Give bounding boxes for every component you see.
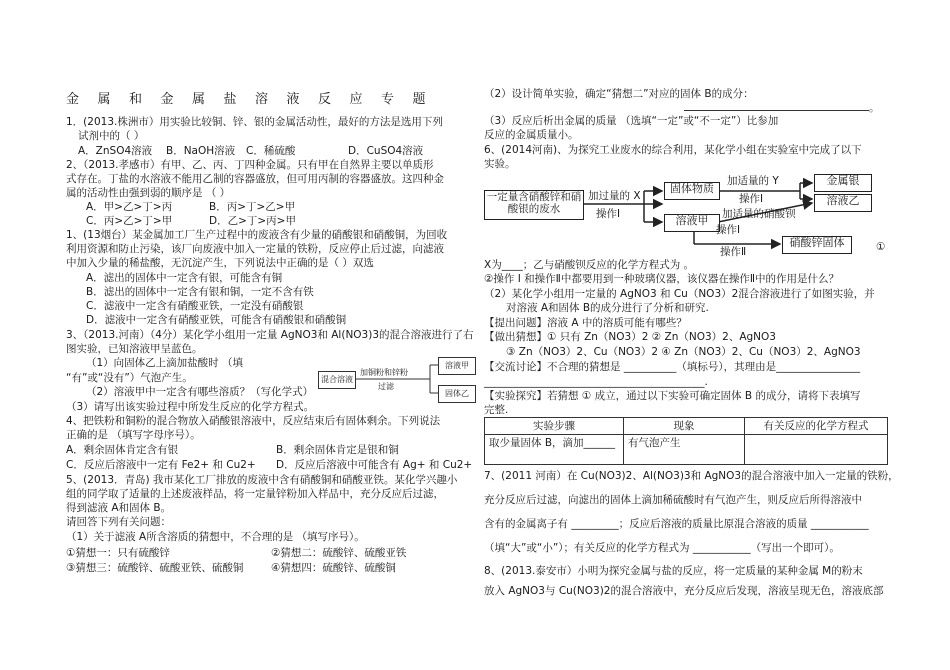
q4-solid-b-box: 固体乙 — [438, 385, 476, 403]
q5-opt-b: B．剩余固体肯定是银和铜 — [276, 444, 399, 456]
q1-opt-d: D．CuSO4溶液 — [348, 145, 424, 157]
q6-line-4: 请回答下列有关问题： — [66, 516, 171, 528]
q1-opt-c: C．稀硫酸 — [246, 145, 296, 157]
r-line-11: 【做出猜想】① 只有 Zn（NO3）2 ② Zn（NO3）2、AgNO3 — [484, 331, 776, 343]
q2-opt-c: C．丙>乙>丁>甲 — [86, 215, 173, 227]
table-header-phenomenon: 现象 — [624, 418, 745, 435]
table-cell-step[interactable]: 取少量固体 B，滴加______ — [485, 435, 624, 465]
r-line-9: 对溶液 A和固体 B的成分进行了分析和研究. — [506, 302, 709, 314]
r-line-7: ②操作 Ⅰ 和操作Ⅱ中都要用到一种玻璃仪器，该仪器在操作Ⅱ中的作用是什么？ — [484, 273, 840, 285]
table-row — [485, 435, 888, 465]
q3-opt-c: C．滤液中一定含有硝酸亚铁，一定没有硝酸银 — [86, 300, 304, 312]
r-line-15: 【实验探究】若猜想 ① 成立，通过以下实验可确定固体 B 的成分，请将下表填写 — [484, 390, 861, 402]
q6-line-3: 得到滤液 A和固体 B。 — [66, 502, 172, 514]
q4-line-6: （3）请写出该实验过程中所发生反应的化学方程式。 — [66, 401, 315, 413]
q3-line-2: 利用资源和防止污染，该厂向废液中加入一定量的铁粉，反应停止后过滤，向滤液 — [66, 243, 444, 255]
r-line-8: （2）某化学小组用一定量的 AgNO3 和 Cu（NO3）2混合溶液进行了如图实验，并 — [484, 288, 875, 300]
q6-line-2: 组的同学取了适量的上述废液样品，将一定量锌粉加入样品中，充分反应后过滤， — [66, 488, 444, 500]
r-line-12: ③ Zn（NO3）2、Cu（NO3）2 ④ Zn（NO3）2、Cu（NO3）2、AgNO3 — [506, 346, 861, 358]
add-barium-nitrate-label: 加适量的硝酸钡 — [722, 208, 796, 220]
add-y-label: 加适量的 Y — [727, 175, 779, 187]
r-line-10: 【提出问题】溶液 A 中的溶质可能有哪些？ — [484, 317, 687, 329]
q6-guess-4: ④猜想四：硫酸锌、硫酸铜 — [271, 562, 396, 574]
answer-blank[interactable] — [684, 100, 869, 111]
q1-opt-a: A．ZnSO4溶液 — [78, 145, 153, 157]
q4-mixed-solution-box: 混合溶液 — [318, 371, 356, 389]
r-line-13: 【交流讨论】不合理的猜想是 __________（填标号），其理由是________________ — [484, 361, 861, 373]
q2-line-1: 2、（2013.孝感市）有甲、乙、丙、丁四种金属。只有甲在自然界主要以单质形 — [66, 159, 434, 171]
q7-line-4: （填“大”或“小”）；有关反应的化学方程式为 ___________（写出一个即可）。 — [484, 542, 840, 554]
q1-stem: 1．(2013.株洲市）用实验比较铜、锌、银的金属活动性，最好的方法是选用下列 — [66, 116, 443, 128]
table-header-row — [485, 418, 888, 435]
wastewater-box: 一定量含硝酸锌和硝酸银的废水 — [484, 190, 584, 220]
q7-line-2: 充分反应后过滤，向滤出的固体上滴加稀硫酸时有气泡产生，则反应后所得溶液中 — [484, 494, 862, 506]
solid-matter-box: 固体物质 — [664, 182, 720, 200]
q4-line-5: （2）溶液甲中一定含有哪些溶质？（写化学式） — [86, 386, 314, 398]
q3-line-3: 中加入少量的稀盐酸，无沉淀产生，下列说法中正确的是（ ）双选 — [66, 257, 374, 269]
q2-line-3: 属的活动性由强到弱的顺序是 （ ） — [66, 187, 231, 199]
q3-opt-d: D．滤液中一定含有硝酸亚铁，可能含有硝酸银和硝酸铜 — [86, 314, 347, 326]
table-cell-equation[interactable] — [745, 435, 888, 465]
operation-1b-label: 操作Ⅰ — [739, 193, 764, 205]
q6-guess-3: ③猜想三：硫酸锌、硫酸亚铁、硫酸铜 — [66, 562, 244, 574]
q6-guess-1: ①猜想一：只有硫酸锌 — [66, 547, 170, 559]
q3-opt-a: A．滤出的固体中一定含有银，可能含有铜 — [86, 272, 283, 284]
q4-add-powder-label: 加铜粉和锌粉 — [360, 368, 408, 377]
marker-1: ① — [876, 241, 886, 253]
q2-opt-d: D．乙>丁>丙>甲 — [209, 215, 296, 227]
q4-solution-a-box: 溶液甲 — [438, 357, 476, 375]
r-line-4: 6、(2014河南)、为探究工业废水的综合利用，某化学小组在实验室中完成了以下 — [484, 144, 862, 156]
q4-filter-label: 过滤 — [378, 382, 394, 391]
r-line-1: （2）设计简单实验，确定“猜想二”对应的固体 B的成分： — [484, 88, 754, 100]
q7-line-1: 7、(2011 河南）在 Cu(NO3)2、Al(NO3)3和 AgNO3的混合溶液中加入一定量的铁粉， — [484, 470, 899, 482]
page-title: 金属和金属盐溶液反应专题 — [66, 92, 445, 107]
q5-opt-d: D．反应后溶液中可能含有 Ag+ 和 Cu2+ — [276, 459, 473, 471]
q5-line-2: 正确的是 （填写字母序号）。 — [66, 429, 201, 441]
operation-1c-label: 操作Ⅰ — [716, 224, 741, 236]
add-x-label: 加过量的 X — [588, 190, 641, 202]
r-line-14: __________________________________________. — [484, 376, 708, 388]
r-line-3: 反应的金属质量小。 — [484, 129, 579, 141]
q3-opt-b: B．滤出的固体中一定含有银和铜，一定不含有铁 — [86, 286, 314, 298]
experiment-table — [484, 417, 888, 465]
q1-stem-2: 试剂中的（ ） — [78, 130, 145, 142]
q8-line-1: 8、(2013.泰安市）小明为探究金属与盐的反应，将一定质量的某种金属 M的粉末 — [484, 565, 863, 577]
q4-line-1: 3、（2013.河南）（4分）某化学小组用一定量 AgNO3和 Al(NO3)3的混合溶液进行了右 — [66, 329, 474, 341]
q6-line-1: 5、(2013．青岛) 我市某化工厂排放的废液中含有硝酸铜和硝酸亚铁。某化学兴趣小 — [66, 474, 458, 486]
q5-opt-c: C．反应后溶液中一定有 Fe2+ 和 Cu2+ — [66, 459, 256, 471]
r-line-5: 实验。 — [484, 158, 516, 170]
r-line-1-period: 。 — [869, 102, 880, 114]
q8-line-2: 放入 AgNO3与 Cu(NO3)2的混合溶液中，充分反应后发现，溶液呈现无色，溶液底部 — [484, 585, 884, 597]
q4-line-2: 图实验，已知溶液甲呈蓝色。 — [66, 343, 203, 355]
q4-diagram — [318, 356, 478, 402]
flow-diagram — [484, 174, 894, 260]
operation-2-label: 操作Ⅱ — [720, 246, 747, 258]
table-header-step: 实验步骤 — [485, 418, 624, 435]
q4-line-4: “有”或“没有”）气泡产生。 — [66, 372, 193, 384]
table-header-equation: 有关反应的化学方程式 — [745, 418, 888, 435]
q3-line-1: 1、(13烟台）某金属加工厂生产过程中的废液含有少量的硝酸银和硝酸铜，为回收 — [66, 229, 448, 241]
r-line-6: X为____；乙与硝酸钡反应的化学方程式为 。 — [484, 259, 695, 271]
operation-1-label: 操作Ⅰ — [596, 208, 621, 220]
zinc-nitrate-solid-box: 硝酸锌固体 — [782, 236, 852, 254]
table-cell-phenomenon: 有气泡产生 — [624, 435, 745, 465]
r-line-2: （3）反应后析出金属的质量 （选填“一定”或“不一定”）比参加 — [484, 115, 779, 127]
q5-line-1: 4、把铁粉和铜粉的混合物放入硝酸银溶液中，反应结束后有固体剩余。下列说法 — [66, 415, 441, 427]
q2-line-2: 式存在。丁盐的水溶液不能用乙制的容器盛放，但可用丙制的容器盛放。这四种金 — [66, 173, 444, 185]
q4-line-3: （1）向固体乙上滴加盐酸时 （填 — [86, 357, 244, 369]
q5-opt-a: A．剩余固体肯定含有银 — [66, 444, 179, 456]
q2-opt-a: A．甲>乙>丁>丙 — [86, 201, 173, 213]
r-line-1-end — [684, 100, 880, 114]
q6-guess-2: ②猜想二：硫酸锌、硫酸亚铁 — [271, 547, 407, 559]
q1-opt-b: B．NaOH溶液 — [166, 145, 236, 157]
q7-line-3: 含有的金属离子有 _________；反应后溶液的质量比原混合溶液的质量 ___________ — [484, 518, 869, 530]
q2-opt-b: B．丙>丁>乙>甲 — [209, 201, 296, 213]
r-line-16: 完整. — [484, 404, 509, 416]
solution-b-box: 溶液乙 — [814, 194, 872, 212]
solution-a-box: 溶液甲 — [664, 214, 720, 232]
metallic-silver-box: 金属银 — [814, 174, 872, 192]
q6-line-5: （1）关于滤液 A所含溶质的猜想中，不合理的是 （填写序号）。 — [66, 531, 365, 543]
